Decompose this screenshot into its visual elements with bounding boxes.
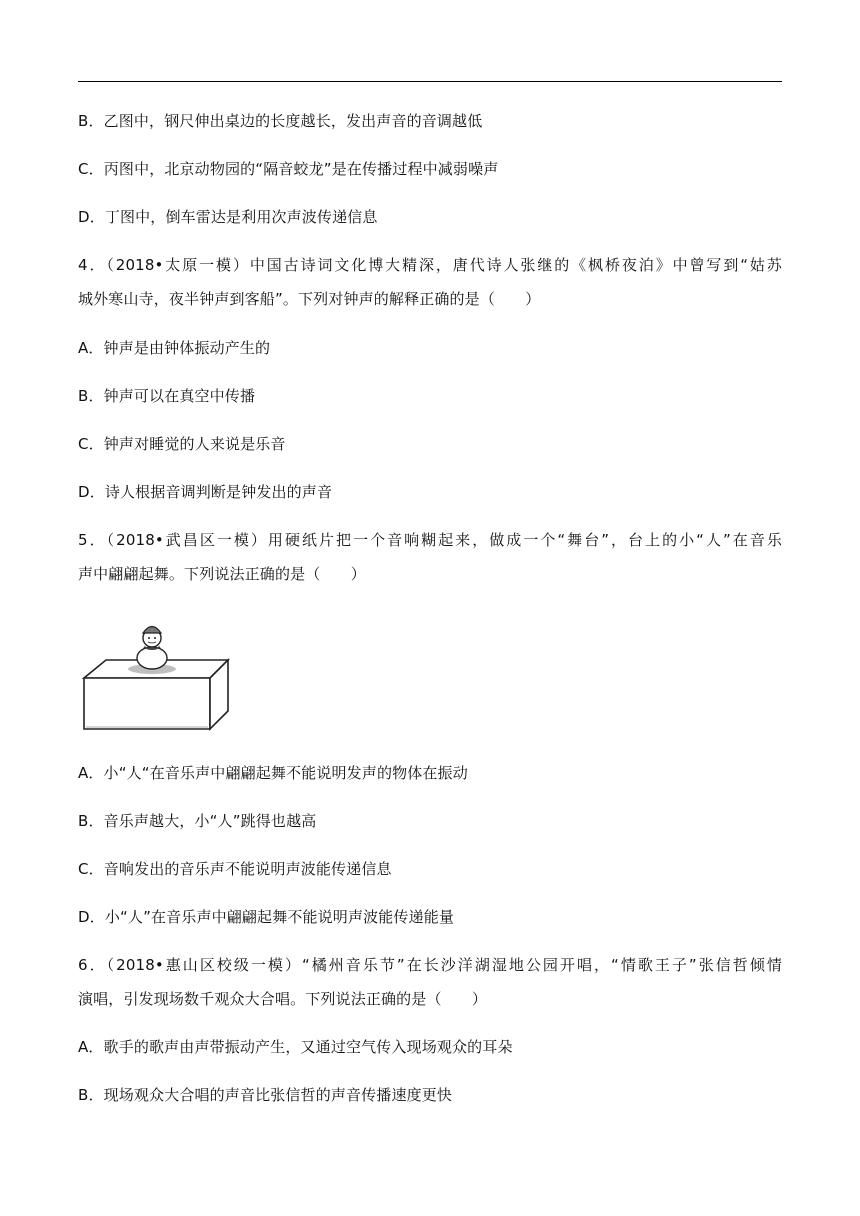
- q4-stem-line-2: 城外寒山寺，夜半钟声到客船”。下列对钟声的解释正确的是（ ）: [78, 290, 541, 308]
- q6-option-b: B．现场观众大合唱的声音比张信哲的声音传播速度更快: [78, 1086, 453, 1104]
- q3-option-c: C．丙图中，北京动物园的“隔音蛟龙”是在传播过程中减弱噪声: [78, 160, 499, 178]
- q3-option-d: D．丁图中，倒车雷达是利用次声波传递信息: [78, 208, 378, 226]
- q4-option-c: C．钟声对睡觉的人来说是乐音: [78, 435, 286, 453]
- little-person-hat: [143, 627, 161, 634]
- speaker-box-figure: [80, 616, 230, 732]
- q5-stem-line-2: 声中翩翩起舞。下列说法正确的是（ ）: [78, 565, 366, 583]
- q5-option-b: B．音乐声越大，小“人”跳得也越高: [78, 812, 317, 830]
- box-front-face: [84, 678, 210, 729]
- q4-stem-line-1: 4．（2018•太原一模）中国古诗词文化博大精深，唐代诗人张继的《枫桥夜泊》中曾写到“姑苏: [78, 256, 782, 274]
- q6-stem-line-1: 6．（2018•惠山区校级一模）“橘州音乐节”在长沙洋湖湿地公园开唱，“情歌王子”张信哲倾情: [78, 956, 782, 974]
- q6-stem-line-2: 演唱，引发现场数千观众大合唱。下列说法正确的是（ ）: [78, 990, 488, 1008]
- q4-option-a: A．钟声是由钟体振动产生的: [78, 339, 271, 357]
- header-rule: [78, 81, 782, 82]
- little-person-body: [137, 647, 167, 669]
- q5-option-c: C．音响发出的音乐声不能说明声波能传递信息: [78, 860, 392, 878]
- q6-option-a: A．歌手的歌声由声带振动产生，又通过空气传入现场观众的耳朵: [78, 1038, 513, 1056]
- q4-option-b: B．钟声可以在真空中传播: [78, 387, 256, 405]
- q5-stem-line-1: 5．（2018•武昌区一模）用硬纸片把一个音响糊起来，做成一个“舞台”，台上的小“人”在音乐: [78, 531, 782, 549]
- q4-option-d: D．诗人根据音调判断是钟发出的声音: [78, 483, 333, 501]
- q5-option-a: A．小“人“在音乐声中翩翩起舞不能说明发声的物体在振动: [78, 764, 468, 782]
- q5-option-d: D．小“人”在音乐声中翩翩起舞不能说明声波能传递能量: [78, 908, 454, 926]
- q3-option-b: B．乙图中，钢尺伸出桌边的长度越长，发出声音的音调越低: [78, 112, 483, 130]
